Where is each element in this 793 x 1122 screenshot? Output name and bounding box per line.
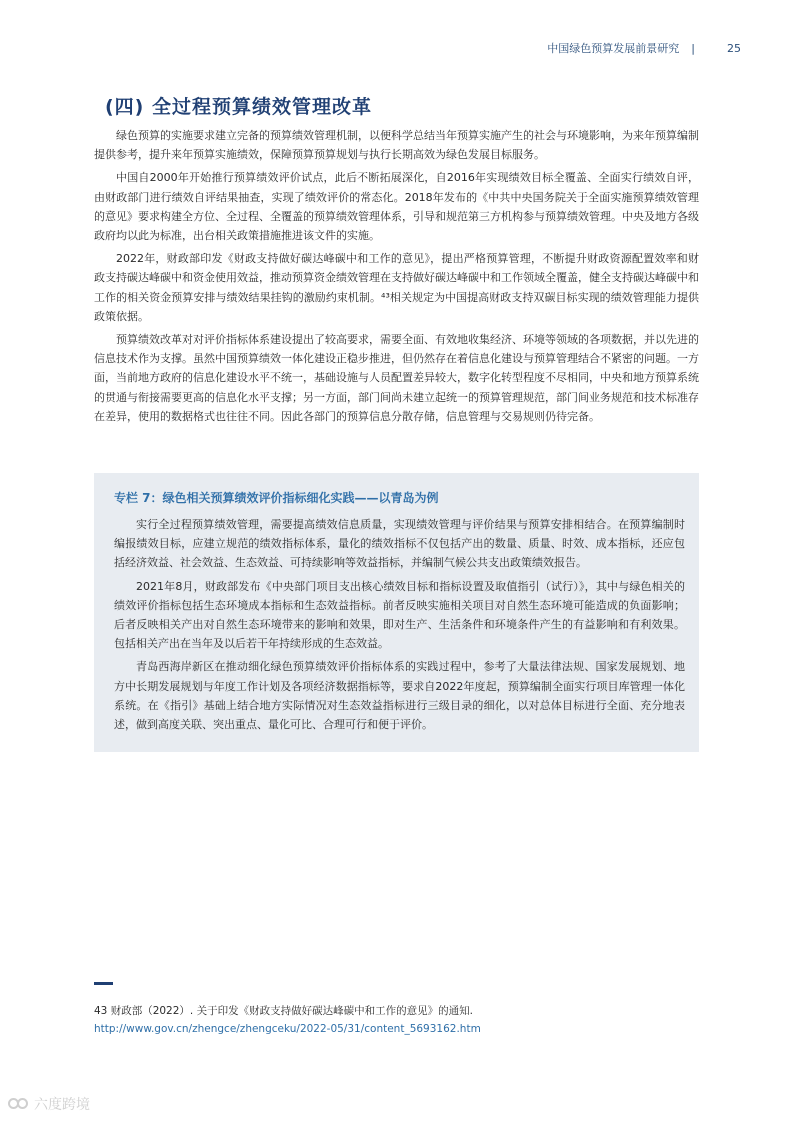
footnote-link[interactable]: http://www.gov.cn/zhengce/zhengceku/2022-05/31/content_5693162.htm: [94, 1023, 481, 1035]
header-separator: |: [691, 41, 695, 55]
watermark-text: 六度跨境: [34, 1097, 90, 1113]
report-title: 中国绿色预算发展前景研究: [547, 42, 680, 55]
watermark: [8, 1094, 90, 1114]
section-title: (四) 全过程预算绩效管理改革: [105, 96, 372, 118]
paragraph: 绿色预算的实施要求建立完备的预算绩效管理机制，以便科学总结当年预算实施产生的社会与环境影响，为来年预算编制提供参考，提升来年预算实施绩效，保障预算预算规划与执行长期高效为绿色发展目标服务。: [94, 129, 699, 162]
paragraph: 2022年，财政部印发《财政支持做好碳达峰碳中和工作的意见》，提出严格预算管理，不断提升财政资源配置效率和财政支持碳达峰碳中和资金使用效益，推动预算资金绩效管理在支持做好碳达峰碳中和工作领域全覆盖，健全支持碳达峰碳中和工作的相关资金预算安排与绩效结果挂钩的激励约束机制。⁴³相关规定为中国提高财政支持双碳目标实现的绩效管理能力提供政策依据。: [94, 252, 699, 323]
footnote-text: 43 财政部（2022）. 关于印发《财政支持做好碳达峰碳中和工作的意见》的通知.: [94, 1005, 473, 1017]
box-title: 专栏 7：绿色相关预算绩效评价指标细化实践——以青岛为例: [114, 491, 439, 505]
paragraph: 预算绩效改革对对评价指标体系建设提出了较高要求，需要全面、有效地收集经济、环境等领域的各项数据，并以先进的信息技术作为支撑。虽然中国预算绩效一体化建设正稳步推进，但仍然存在着信息化建设与预算管理结合不紧密的问题。一方面，当前地方政府的信息化建设水平不统一，基础设施与人员配置差异较大，数字化转型程度不尽相同，中央和地方预算系统的贯通与衔接需要更高的信息化水平支撑；另一方面，部门间尚未建立起统一的预算管理规范，部门间业务规范和技术标准存在差异，使用的数据格式也往往不同。因此各部门的预算信息分散存储，信息管理与交易规则仍待完备。: [94, 333, 699, 423]
box-paragraph: 实行全过程预算绩效管理，需要提高绩效信息质量，实现绩效管理与评价结果与预算安排相结合。在预算编制时编报绩效目标，应建立规范的绩效指标体系，量化的绩效指标不仅包括产出的数量、质量、时效、成本指标，还应包括经济效益、社会效益、生态效益、可持续影响等效益指标，并编制气候公共支出政策绩效报告。: [114, 518, 685, 570]
footnote: [94, 1002, 654, 1038]
case-study-box: [94, 473, 699, 752]
page-header: [547, 40, 741, 56]
box-paragraph: 2021年8月，财政部发布《中央部门项目支出核心绩效目标和指标设置及取值指引（试行）》，其中与绿色相关的绩效评价指标包括生态环境成本指标和生态效益指标。前者反映实施相关项目对自然生态环境可能造成的负面影响；后者反映相关产出对自然生态环境带来的影响和效果，即对生产、生活条件和环境条件产生的有益影响和有利效果。包括相关产出在当年及以后若干年持续形成的生态效益。: [114, 579, 685, 651]
paragraph: 中国自2000年开始推行预算绩效评价试点，此后不断拓展深化，自2016年实现绩效目标全覆盖、全面实行绩效自评，由财政部门进行绩效自评结果抽查，实现了绩效评价的常态化。2018年发布的《中共中央国务院关于全面实施预算绩效管理的意见》要求构建全方位、全过程、全覆盖的预算绩效管理体系，引导和规范第三方机构参与预算绩效管理。中央及地方各级政府均以此为标准，出台相关政策措施推进该文件的实施。: [94, 171, 699, 243]
footnote-divider: [94, 982, 113, 985]
box-paragraph: 青岛西海岸新区在推动细化绿色预算绩效评价指标体系的实践过程中，参考了大量法律法规、国家发展规划、地方中长期发展规划与年度工作计划及各项经济数据指标等，要求自2022年度起，预算编制全面实行项目库管理一体化系统。在《指引》基础上结合地方实际情况对生态效益指标进行三级目录的细化，以对总体目标进行全面、充分地表述，做到高度关联、突出重点、量化可比、合理可行和便于评价。: [114, 660, 685, 732]
rings-logo-icon: [8, 1097, 30, 1111]
page-number: 25: [727, 41, 741, 55]
body-text: [94, 126, 699, 430]
